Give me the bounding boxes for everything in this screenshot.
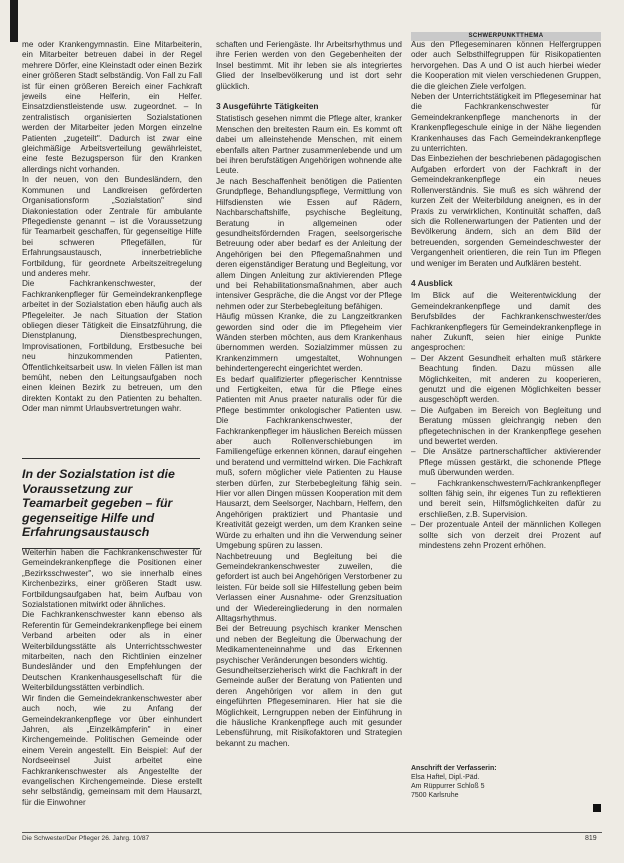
paragraph: schaften und Feriengäste. Ihr Arbeitsrhythmus und ihre Ferien werden von den Gegebenheiten der Insel bestimmt. Mit ihr leben sie als integriertes Glied der Inselbevölkerung und ist dort sehr glücklich.: [216, 40, 402, 91]
author-line: Elsa Haftel, Dipl.-Päd.: [411, 774, 480, 781]
paragraph: Die Fachkrankenschwester kann ebenso als Referentin für Gemeindekrankenpflege bei einem Verband arbeiten oder als in einer Weiterbildungsstätte als Unterrichtsschwester mitarbeiten, nach den Richtlinien einzelner Bundesländer und den Empfehlungen der Deutschen Krankenhausgesellschaft für die Weiterbildungsstätten verbindlich.: [22, 610, 202, 693]
list-item: – Der Akzent Gesundheit erhalten muß stärkere Beachtung finden. Dazu müssen alle Möglichkeiten, mit anderen zu kooperieren, genutzt und die eigenen Möglichkeiten besser ausgeschöpft werden.: [411, 353, 601, 405]
paragraph: Bei der Betreuung psychisch kranker Menschen und neben der Begleitung die Überwachung der Medikamenteneinnahme und das Erkennen psychischer Veränderungen besonders wichtig.: [216, 624, 402, 665]
list-item: – Fachkrankenschwestern/Fachkrankenpfleger sollten fähig sein, ihr eigenes Tun zu reflektieren und bereit sein, Hilfsmöglichkeiten dafür zu erschließen, z.B. Supervision.: [411, 478, 601, 519]
left-column: [22, 40, 202, 415]
paragraph: Aus den Pflegeseminaren können Helfergruppen oder auch Selbsthilfegruppen für Risikopatienten hervorgehen. Das A und O ist auch hierbei wieder die Kooperation mit vielen verschiedenen Gruppen, die die gleichen Ziele verfolgen.: [411, 40, 601, 91]
paragraph: me oder Krankengymnastin. Eine Mitarbeiterin, ein Mitarbeiter betreuen dabei in der Regel mehrere Dörfer, eine Kleinstadt oder einen Bezirk einer größeren Stadt selbständig. Von Fall zu Fall ist für einen größeren Bereich einer Fachkraft jeweils eine Helferin, ein Helfer. Einsatzdienstleistende usw. zugeordnet. – In zentralistisch organisierten Sozialstationen werden der Mitarbeiter jeden Morgen einzelne Patienten „zugeteilt". Dadurch ist zwar eine gleichmäßige Arbeitsverteilung gewährleistet, eine feste Bezugsperson für den Kranken allerdings nicht vorhanden.: [22, 40, 202, 174]
left-column-lower: [22, 548, 202, 808]
paragraph: Wir finden die Gemeindekrankenschwester aber auch noch, wie zu Anfang der Gemeindekrankenpflege vor über einhundert Jahren, als „Einzelkämpferin" in einer Kirchengemeinde. Politischen Gemeinde oder einem Verein angestellt. Ein Beispiel: Auf der Nordseeinsel Juist arbeitet eine Fachkrankenschwester als Angestellte der evangelischen Kirchengemeinde. Diese erstellt sehr selbständig, gemeinsam mit dem Hausarzt, für die Einwohner: [22, 693, 202, 807]
footer-journal: Die Schwester/Der Pfleger 26. Jahrg. 10/87: [22, 835, 150, 842]
section-heading: 3 Ausgeführte Tätigkeiten: [216, 101, 319, 112]
bullet-list: [411, 354, 601, 552]
right-column: [411, 40, 601, 552]
list-item: – Der prozentuale Anteil der männlichen Kollegen sollte sich von derzeit drei Prozent auf mindestens zehn Prozent erhöhen.: [411, 520, 601, 551]
paragraph: Die Fachkrankenschwester, der Fachkrankenpfleger für Gemeindekrankenpflege arbeitet in der Sozialstation eben häufig auch als Pflegeleiter. Je nach Situation der Station obliegen dieser Tätigkeit die Einsatzführung, die Dienstplanung, Dienstbesprechungen, Improvisationen, Fortbildung, Erstbesuche bei neu hinzukommenden Patienten, Öffentlichkeitsarbeit usw. In vielen Fällen ist man bemüht, neben den Leitungsaufgaben noch einen kleinen Bezirk zu betreuen, um den direkten Kontakt zu den Patienten zu behalten. Oder man nimmt Urlaubsvertretungen wahr.: [22, 279, 202, 414]
paragraph: Weiterhin haben die Fachkrankenschwester für Gemeindekrankenpflege die Positionen einer „Bezirksschwester", wo sie innerhalb eines Kirchenbezirks, einer größeren Stadt usw. Fortbildungsaufgaben hat, beim Aufbau von Sozialstationen mitwirkt oder ähnliches.: [22, 548, 202, 610]
page-number: 819: [585, 835, 597, 842]
paragraph: Es bedarf qualifizierter pflegerischer Kenntnisse und Fertigkeiten, etwa für die Pflege eines Patienten mit Anus praeter naturalis oder für die Pflege bestimmter onkologischer Patienten usw. Die Fachkrankenschwester, der Fachkrankenpfleger im häuslichen Bereich müssen aber auch Rollenverschiebungen im Familiengefüge erkennen können, darauf eingehen und beratend und vermittelnd wirken. Die Fachkraft muß, sofern möglicher viele Patienten zu Hause sterben dürfen, zur Sterbebegleitung fähig sein. Hier vor allen Dingen müssen Kooperation mit dem Hausarzt, dem Seelsorger, Nachbarn, Helfern, den Angehörigen praktiziert und Phantasie und Kreativität gezeigt werden, um dem Kranken seine Würde zu erhalten und ihn die Verwendung seiner Umgebung spüren zu lassen.: [216, 374, 402, 551]
list-item: – Die Ansätze partnerschaftlicher aktivierender Pflege müssen gestärkt, die schonende Pflege muß überwunden werden.: [411, 447, 601, 478]
paragraph: Gesundheitserzieherisch wirkt die Fachkraft in der Gemeinde außer der Beratung von Patienten und deren Angehörigen vor allem in den gut eingeführten Pflegeseminaren. Hier hat sie die Möglichkeit, Lerngruppen neben der Einführung in die häusliche Krankenpflege auch mit gesunder Lebensführung, mit Risikofaktoren und Strategien bekannt zu machen.: [216, 665, 402, 748]
footer-rule: [22, 832, 602, 833]
paragraph: Häufig müssen Kranke, die zu Langzeitkranken geworden sind oder die im Pflegeheim vier Wänden sterben möchten, aus dem Krankenhaus übernommen werden. Sozialzimmer müssen zu Krankenzimmern umgestaltet, Wohnungen behindertengerecht eingerichtet werden.: [216, 312, 402, 374]
paragraph: Statistisch gesehen nimmt die Pflege alter, kranker Menschen den breitesten Raum ein. Es kommt oft dabei um alleinstehende Menschen, mit einem ebenfalls alten Partner zusammenlebende und um bei ihren berufstätigen Angehörigen wohnende alte Leute.: [216, 114, 402, 176]
paragraph: Je nach Beschaffenheit benötigen die Patienten Grundpflege, Behandlungspflege, Vermittlung von Hilfsdiensten wie Essen auf Rädern, Nachbarschaftshilfe, psychische Begleitung, Beratung in allgemeinen oder gesundheitsfördernden Fragen, seelsorgerische Betreuung oder aber bedarf es der Anleitung der Angehörigen bei den Pflegemaßnahmen und deren eigenständiger Beratung und Begleitung, vor allem Dingen Anleitung zur aktivierenden Pflege und bei Rehabilitationsmaßnahmen, aber auch intensiver Gespräche, die die Angst vor der Pflege nehmen oder zur Sterbebegleitung befähigen.: [216, 176, 402, 311]
middle-column: [216, 40, 402, 749]
author-label: Anschrift der Verfasserin:: [411, 765, 497, 772]
corner-bar: [10, 0, 18, 42]
paragraph: In der neuen, von den Bundesländern, den Kommunen und Landkreisen geförderten Organisationsform „Sozialstation" sind Diakoniestation oder Zentrale für ambulante Pflegedienste genannt – ist die Voraussetzung für Teamarbeit geschaffen, für gegenseitige Hilfe bei schweren Pflegefällen, für Erfahrungsaustausch, innerbetriebliche Fortbildung, für geordnete Arbeitszeitregelung und anderes mehr.: [22, 175, 202, 278]
paragraph: Im Blick auf die Weiterentwicklung der Gemeindekrankenpflege und damit des Berufsbildes der Fachkrankenschwester/des Fachkrankenpflegers für Gemeindekrankenpflege in naher Zukunft, seien hier einige Punkte angesprochen:: [411, 291, 601, 353]
end-mark: [593, 804, 601, 812]
author-line: Am Rüppurrer Schloß 5: [411, 783, 485, 790]
author-line: 7500 Karlsruhe: [411, 792, 459, 799]
section-tag: SCHWERPUNKTTHEMA: [411, 32, 601, 41]
list-item: – Die Aufgaben im Bereich von Begleitung und Beratung müssen gleichrangig neben den pflegetechnischen in der Krankenpflege gesehen und bewertet werden.: [411, 405, 601, 447]
paragraph: Nachbetreuung und Begleitung bei die Gemeindekrankenschwester zuweilen, die gefordert ist auch bei Angehörigen Verstorbener zu leisten. Für beide soll sie Hilfestellung geben beim Verlassen einer Ausnahme- oder Grenzsituation und der Wiedereingliederung in den normalen Alltagsrhythmus.: [216, 551, 402, 623]
paragraph: Das Einbeziehen der beschriebenen pädagogischen Aufgaben erfordert von der Fachkraft in der Gemeindekrankenpflege ein neues Rollenverständnis. Sie muß es sich während der kurzen Zeit der Weiterbildung aneignen, es in der Praxis zu verwirklichen, Kontinuität schaffen, daß sich die Rollenerwartungen der Patienten und der Bevölkerung ändern, sich an dem Bild der betreuenden, sorgenden Gemeindeschwester der Vergangenheit orientieren, die rein Tun im Pflegen und weniger im Beraten und Aufklären besteht.: [411, 154, 601, 268]
paragraph: Neben der Unterrichtstätigkeit im Pflegeseminar hat die Fachkrankenschwester für Gemeindekrankenpflege manchenorts in der Krankenpflegeschule einige in der Nähe liegenden Krankenhauses das Fach Gemeindekrankenpflege zu unterrichten.: [411, 92, 601, 154]
section-heading: 4 Ausblick: [411, 277, 453, 288]
pull-quote: In der Sozialstation ist die Voraussetzung zur Teamarbeit gegeben – für gegenseitige Hilfe und Erfahrungsaustausch: [22, 458, 200, 549]
author-address: [411, 764, 601, 800]
